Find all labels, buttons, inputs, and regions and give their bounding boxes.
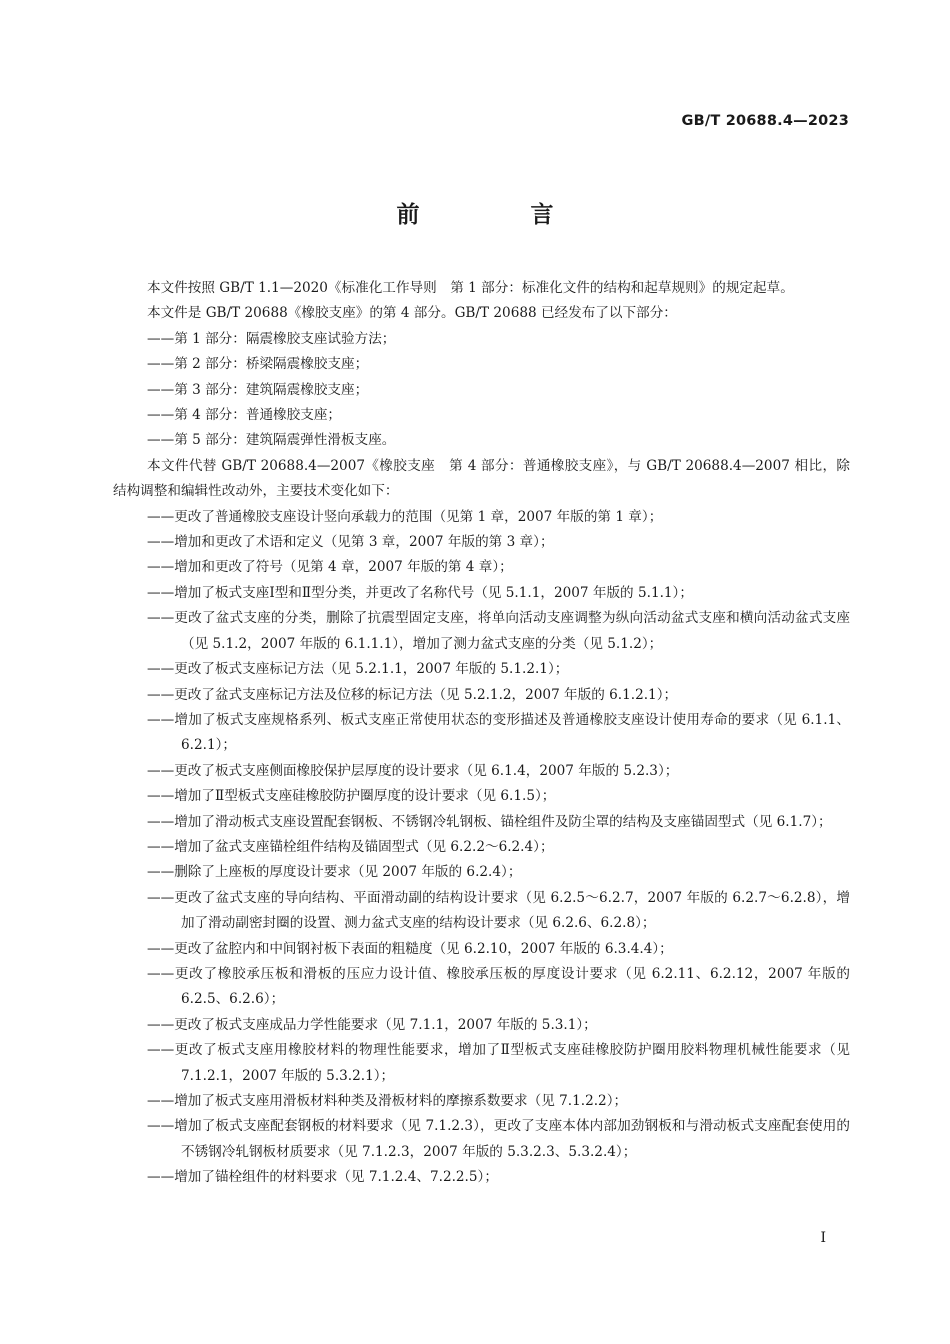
change-list-item: ——增加了盆式支座锚栓组件结构及锚固型式（见 6.2.2～6.2.4）； [147,838,554,855]
change-list-item: ——增加和更改了术语和定义（见第 3 章，2007 年版的第 3 章）； [147,534,554,551]
change-list-item: ——增加了板式支座用滑板材料种类及滑板材料的摩擦系数要求（见 7.1.2.2）； [147,1093,628,1109]
change-list-item: ——更改了盆式支座标记方法及位移的标记方法（见 5.2.1.2，2007 年版的 6.1.2.1）； [147,686,678,703]
change-list-item: ——更改了盆腔内和中间钢衬板下表面的粗糙度（见 6.2.10，2007 年版的 6.3.4.4）； [147,940,673,957]
part-list-item: ——第 2 部分：桥梁隔震橡胶支座； [147,356,369,373]
paragraph-replacement: 本文件代替 GB/T 20688.4—2007《橡胶支座 第 4 部分：普通橡胶支座》，与 GB/T 20688.4—2007 相比，除结构调整和编辑性改动外，主要技术变化如下： [113,457,850,500]
change-list-item: ——更改了板式支座侧面橡胶保护层厚度的设计要求（见 6.1.4，2007 年版的 5.2.3）； [147,762,679,779]
paragraph-series-parts: 本文件是 GB/T 20688《橡胶支座》的第 4 部分。GB/T 20688 已经发布了以下部分： [147,305,677,322]
change-list-item: ——增加了板式支座规格系列、板式支座正常使用状态的变形描述及普通橡胶支座设计使用寿命的要求（见 6.1.1、6.2.1）； [147,711,850,754]
change-list-item: ——更改了板式支座成品力学性能要求（见 7.1.1，2007 年版的 5.3.1）； [147,1016,597,1033]
document-body [113,276,850,1191]
document-code: GB/T 20688.4—2023 [681,113,849,129]
change-list-item: ——增加了Ⅱ型板式支座硅橡胶防护圈厚度的设计要求（见 6.1.5）； [147,788,556,805]
change-list-item: ——更改了板式支座标记方法（见 5.2.1.1，2007 年版的 5.1.2.1）； [147,661,569,678]
part-list-item: ——第 1 部分：隔震橡胶支座试验方法； [147,330,396,347]
change-list-item: ——更改了普通橡胶支座设计竖向承载力的范围（见第 1 章，2007 年版的第 1 章）； [147,508,663,525]
change-list-item: ——增加了滑动板式支座设置配套钢板、不锈钢冷轧钢板、锚栓组件及防尘罩的结构及支座锚固型式（见 6.1.7）； [147,813,832,830]
change-list-item: ——更改了盆式支座的分类，删除了抗震型固定支座，将单向活动支座调整为纵向活动盆式支座和横向活动盆式支座（见 5.1.2，2007 年版的 6.1.1.1），增加了测力盆式支座的分类（见 5.1.2）； [147,610,850,652]
page-number: I [820,1230,826,1246]
change-list-item: ——更改了橡胶承压板和滑板的压应力设计值、橡胶承压板的厚度设计要求（见 6.2.11、6.2.12，2007 年版的 6.2.5、6.2.6）； [147,965,850,1008]
part-list-item: ——第 5 部分：建筑隔震弹性滑板支座。 [147,432,396,449]
section-title: 前 言 [396,202,598,228]
change-list-item: ——更改了板式支座用橡胶材料的物理性能要求，增加了Ⅱ型板式支座硅橡胶防护圈用胶料物理机械性能要求（见 7.1.2.1，2007 年版的 5.3.2.1）； [147,1042,850,1084]
paragraph-drafting-rules: 本文件按照 GB/T 1.1—2020《标准化工作导则 第 1 部分：标准化文件的结构和起草规则》的规定起草。 [147,280,794,296]
part-list-item: ——第 4 部分：普通橡胶支座； [147,407,342,424]
change-list-item: ——增加了板式支座配套钢板的材料要求（见 7.1.2.3），更改了支座本体内部加劲钢板和与滑动板式支座配套使用的不锈钢冷轧钢板材质要求（见 7.1.2.3，2007 年版的 5.3.2.3、5.3.2.4）； [147,1118,850,1160]
change-list-item: ——更改了盆式支座的导向结构、平面滑动副的结构设计要求（见 6.2.5～6.2.7，2007 年版的 6.2.7～6.2.8），增加了滑动副密封圈的设置、测力盆式支座的结构设计要求（见 6.2.6、6.2.8）； [147,889,850,932]
change-list-item: ——增加了锚栓组件的材料要求（见 7.1.2.4、7.2.2.5）； [147,1169,498,1186]
part-list-item: ——第 3 部分：建筑隔震橡胶支座； [147,381,369,398]
change-list-item: ——增加了板式支座Ⅰ型和Ⅱ型分类，并更改了名称代号（见 5.1.1，2007 年版的 5.1.1）； [147,584,693,601]
change-list-item: ——增加和更改了符号（见第 4 章，2007 年版的第 4 章）； [147,559,513,576]
change-list-item: ——删除了上座板的厚度设计要求（见 2007 年版的 6.2.4）； [147,864,522,881]
